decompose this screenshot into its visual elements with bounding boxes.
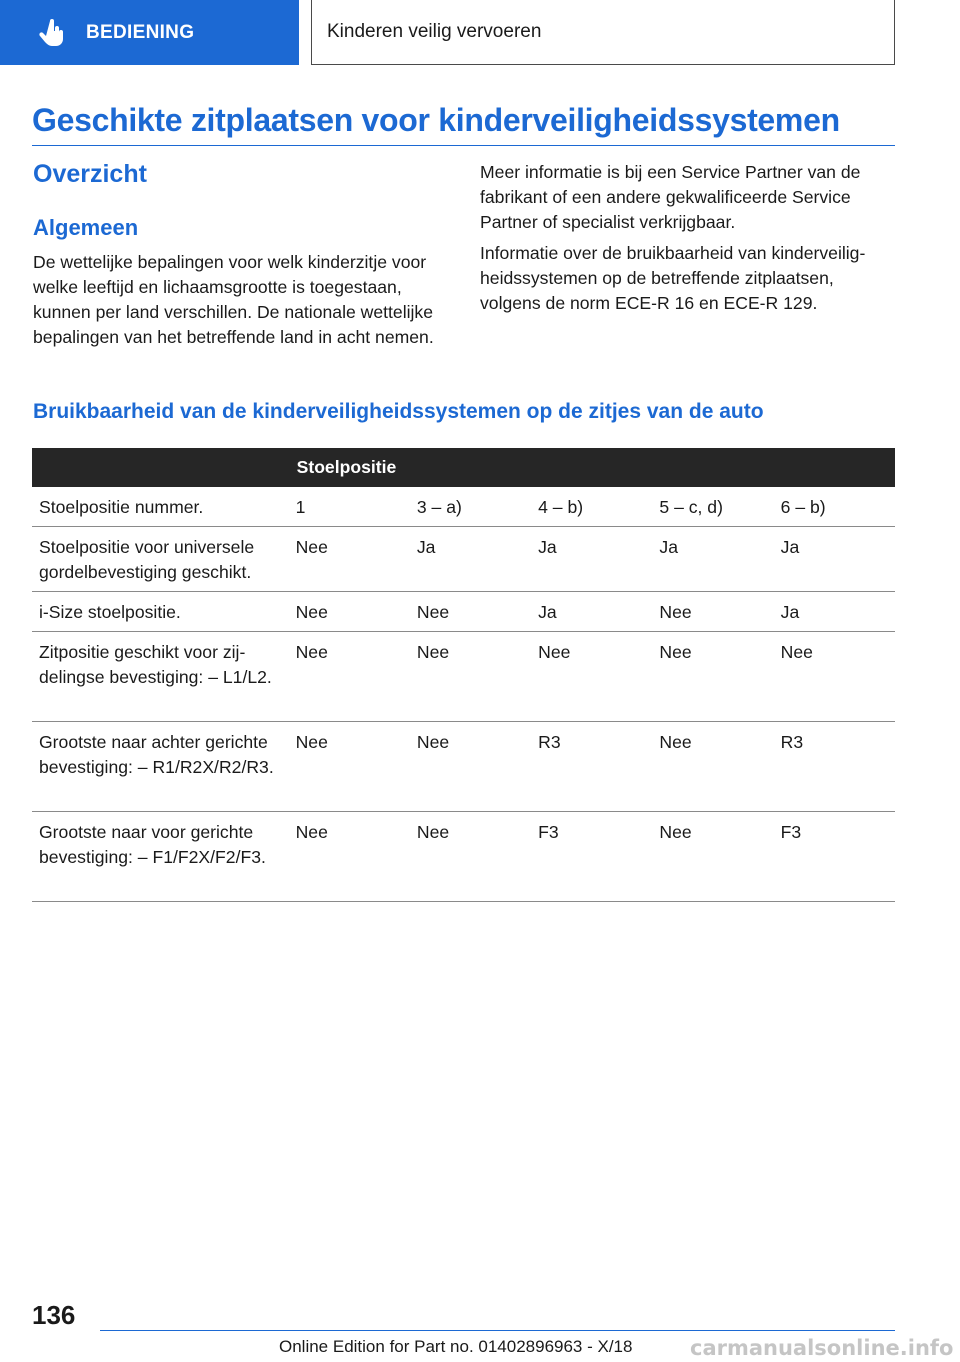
watermark: carmanualsonline.info (690, 1336, 954, 1360)
table-cell: 5 – c, d) (652, 487, 773, 527)
row-label: Stoelpositie voor universele gordelbevestiging geschikt. (32, 527, 289, 592)
table-cell: 4 – b) (531, 487, 652, 527)
table-cell: Nee (289, 592, 410, 632)
table-cell: Nee (289, 527, 410, 592)
table-cell: Nee (774, 632, 895, 722)
table-cell: Nee (410, 632, 531, 722)
row-label: Stoelpositie nummer. (32, 487, 289, 527)
hand-pointer-icon (38, 18, 68, 48)
footer-divider (100, 1330, 895, 1331)
table-cell: F3 (774, 812, 895, 902)
section-label: BEDIENING (86, 21, 195, 43)
table-cell: 6 – b) (774, 487, 895, 527)
table-cell: Ja (774, 527, 895, 592)
table-row (32, 487, 895, 527)
table-cell: Ja (774, 592, 895, 632)
table-cell: Nee (652, 592, 773, 632)
page-title: Geschikte zitplaatsen voor kinderveiligheidssystemen (32, 102, 840, 138)
page-number: 136 (32, 1300, 76, 1330)
left-column (33, 250, 445, 350)
table-cell: R3 (531, 722, 652, 812)
table-header-title: Stoelpositie (289, 448, 895, 487)
row-label: Zitpositie geschikt voor zijdelingse bevestiging: – L1/L2. (32, 632, 289, 722)
table-cell: 1 (289, 487, 410, 527)
table-row (32, 722, 895, 812)
table-cell: Nee (289, 722, 410, 812)
chapter-label: Kinderen veilig vervoeren (327, 21, 542, 42)
overview-heading: Overzicht (33, 160, 147, 188)
table-row (32, 527, 895, 592)
table-cell: Nee (289, 812, 410, 902)
row-label: i-Size stoelpositie. (32, 592, 289, 632)
table-cell: Nee (410, 812, 531, 902)
table-header-row (32, 448, 895, 487)
table-cell: Ja (531, 592, 652, 632)
table-cell: Nee (410, 592, 531, 632)
usability-heading: Bruikbaarheid van de kinderveiligheidssystemen op de zitjes van de auto (33, 400, 764, 423)
table-cell: 3 – a) (410, 487, 531, 527)
info-paragraph-2: Informatie over de bruikbaarheid van kinderveiligheidssystemen op de betreffende zitplaatsen, volgens de norm ECE-R 16 en ECE-R 129. (480, 243, 866, 313)
edition-note: Online Edition for Part no. 01402896963 - X/18 (279, 1337, 633, 1356)
table-cell: Nee (652, 722, 773, 812)
table-cell: Ja (531, 527, 652, 592)
table-cell: Nee (531, 632, 652, 722)
right-column (480, 160, 898, 316)
table-cell: R3 (774, 722, 895, 812)
row-label: Grootste naar achter gerichte bevestiging: – R1/R2X/R2/R3. (32, 722, 289, 812)
general-paragraph: De wettelijke bepalingen voor welk kinderzitje voor welke leeftijd en lichaamsgrootte is toegestaan, kunnen per land verschillen. De nationale wettelijke bepalingen van het betreffende land in acht nemen. (33, 252, 434, 347)
table-cell: Nee (652, 812, 773, 902)
table-row (32, 632, 895, 722)
table-cell: Nee (410, 722, 531, 812)
table-header-spacer (32, 448, 289, 487)
info-paragraph-1: Meer informatie is bij een Service Partner van de fabrikant of een andere gekwalificeerde Service Partner of specialist verkrijgbaar. (480, 162, 861, 232)
row-label: Grootste naar voor gerichte bevestiging: – F1/F2X/F2/F3. (32, 812, 289, 902)
table-cell: Ja (652, 527, 773, 592)
general-heading: Algemeen (33, 215, 139, 240)
table-row (32, 812, 895, 902)
table-cell: Nee (652, 632, 773, 722)
seat-position-table (32, 448, 895, 902)
title-divider (32, 145, 895, 146)
chapter-tab[interactable] (311, 0, 895, 65)
section-tab[interactable] (0, 0, 299, 65)
table-cell: Ja (410, 527, 531, 592)
table-row (32, 592, 895, 632)
table-cell: F3 (531, 812, 652, 902)
table-cell: Nee (289, 632, 410, 722)
